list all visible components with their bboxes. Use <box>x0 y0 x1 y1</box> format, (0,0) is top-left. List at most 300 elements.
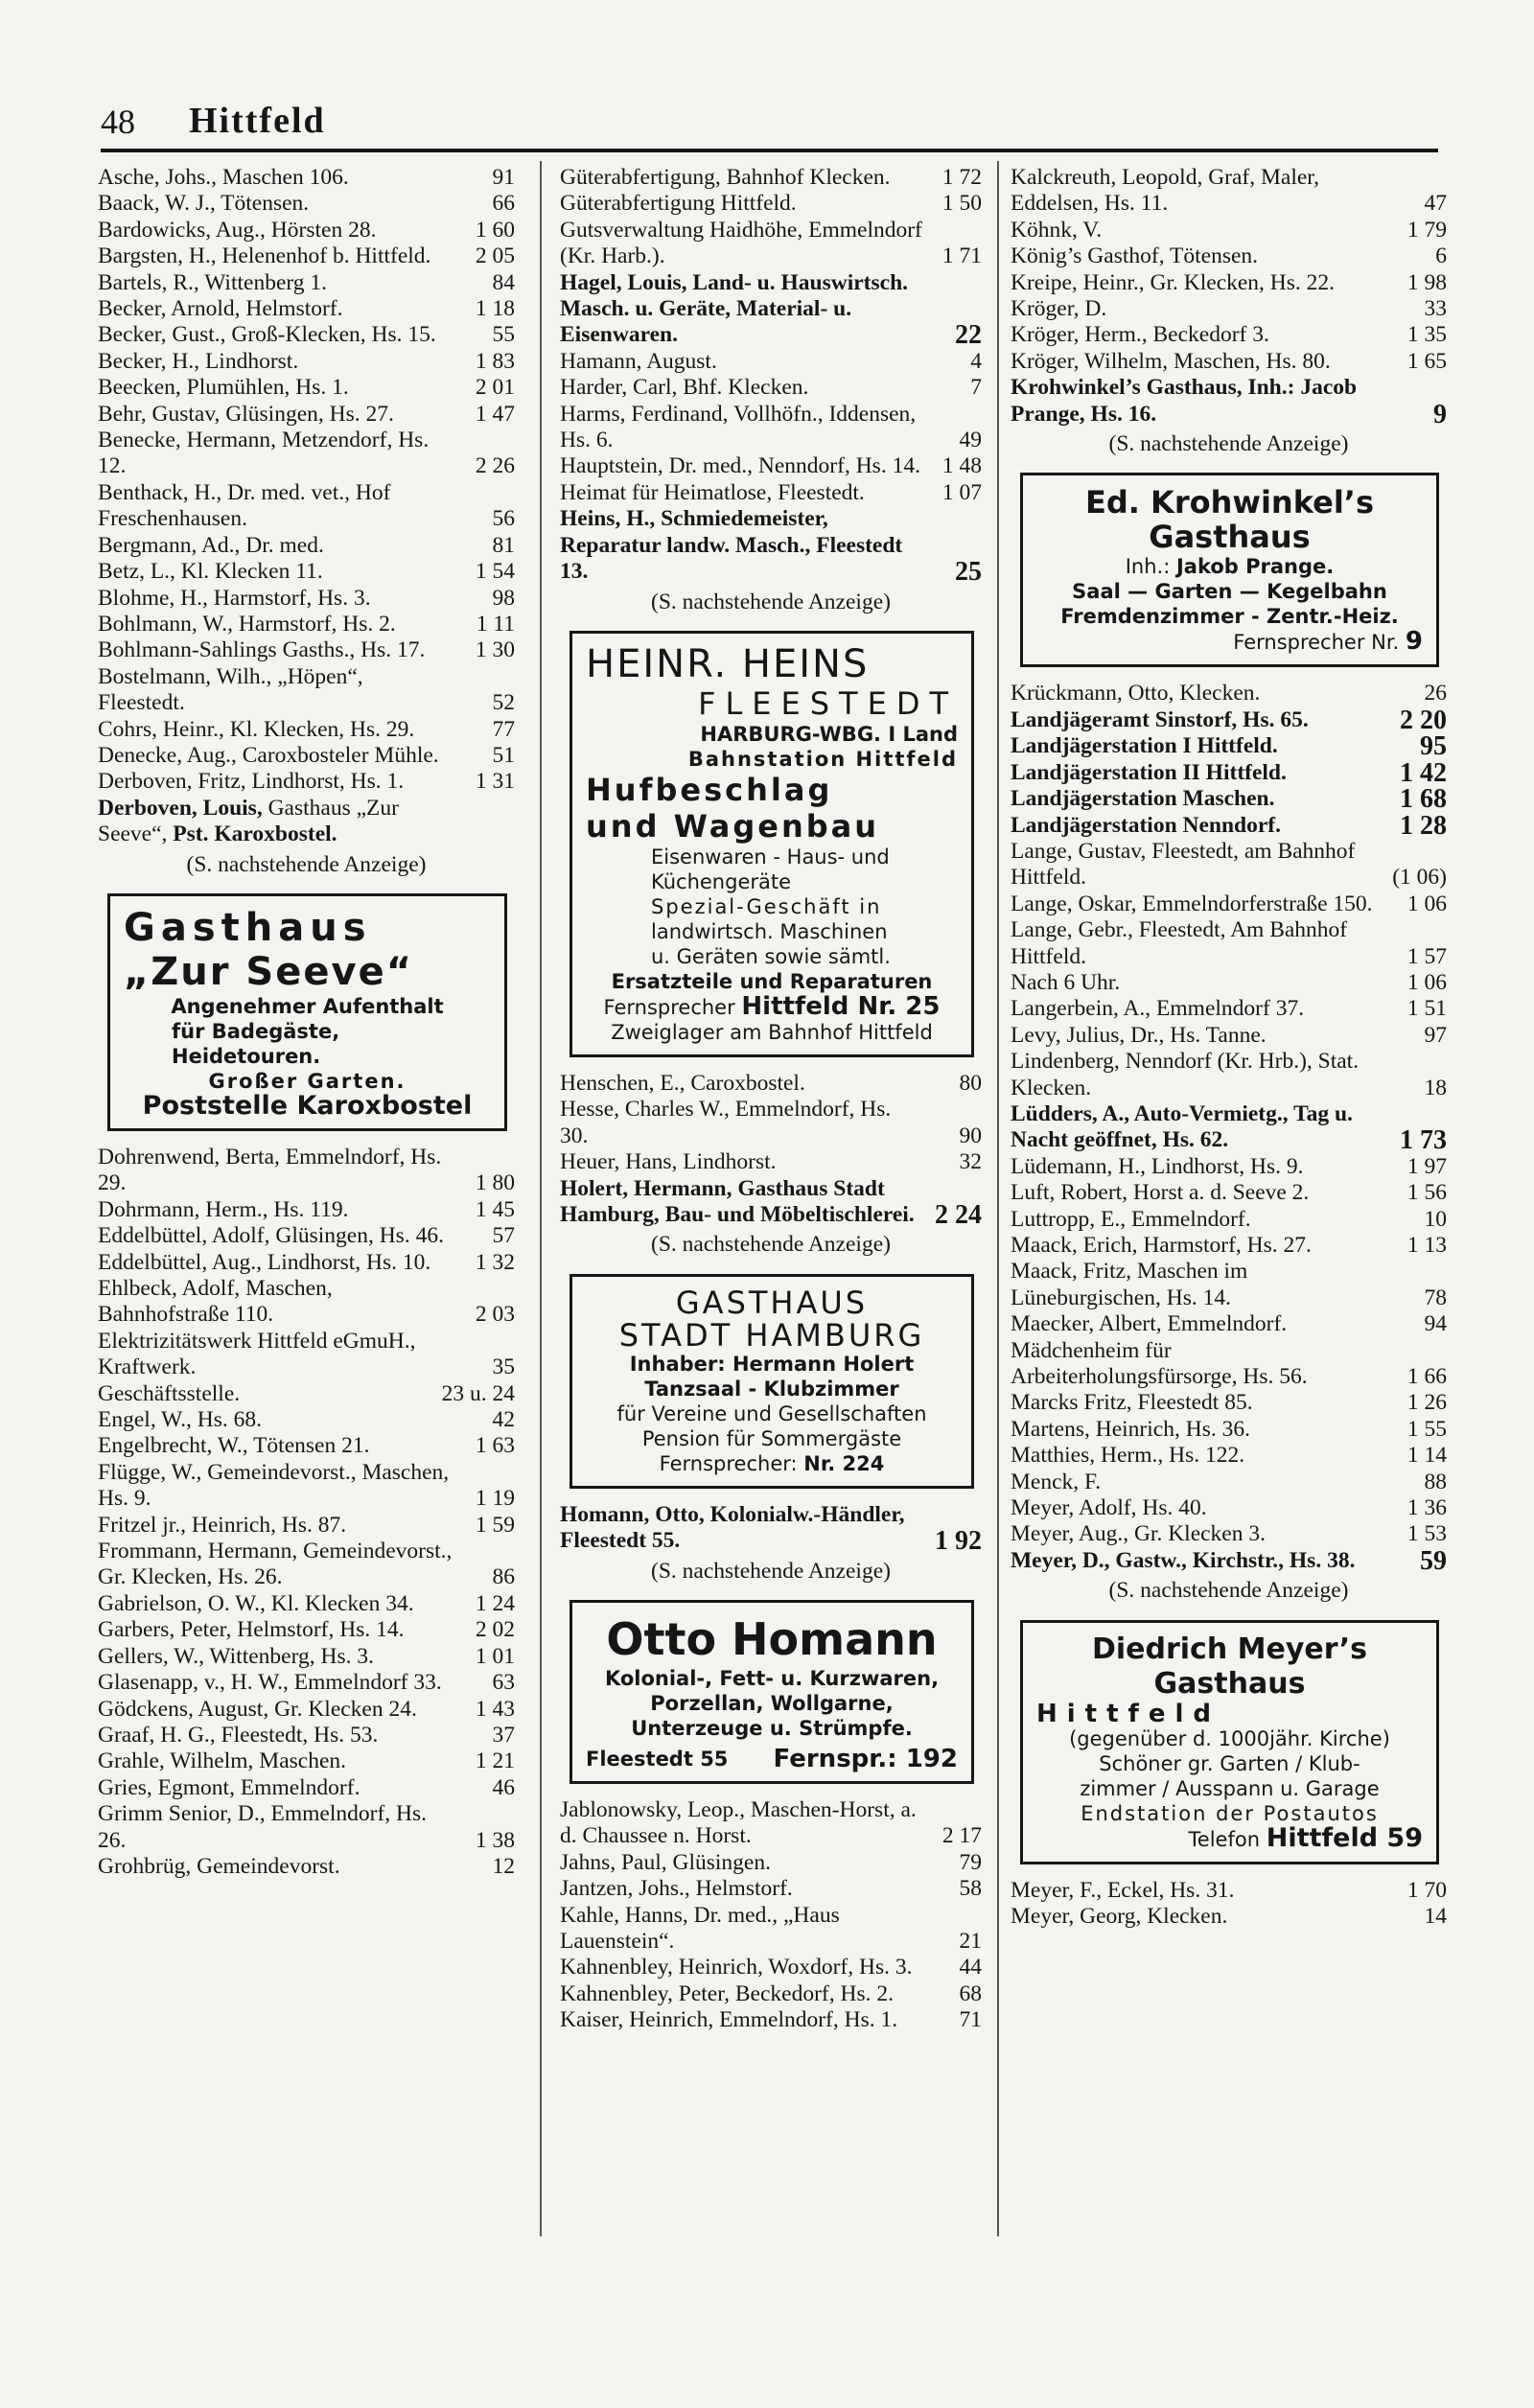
phone-number: 21 <box>959 1929 982 1954</box>
list-item <box>98 1801 515 1854</box>
phone-number: 1 35 <box>1406 322 1447 348</box>
entry-name: Kröger, Wilhelm, Maschen, Hs. 80. <box>1011 348 1331 374</box>
advertisement-meyer: Diedrich Meyer’s Gasthaus Hittfeld (gegenüber d. 1000jähr. Kirche) Schöner gr. Garten / Klub- zimmer / Ausspann u. Garage Endstation der Postautos Telefon Hittfeld 59 <box>1020 1620 1439 1864</box>
page-title: Hittfeld <box>189 101 326 141</box>
entry-name: Engel, W., Hs. 68. <box>98 1407 263 1433</box>
entry-name: Becker, Gust., Groß-Klecken, Hs. 15. <box>98 322 436 348</box>
phone-number: 88 <box>1424 1469 1447 1494</box>
phone-number: 59 <box>1420 1545 1447 1576</box>
list-item <box>560 1850 982 1876</box>
phone-number: 7 <box>970 375 982 401</box>
phone-number: 1 71 <box>941 243 982 269</box>
list-item <box>98 1223 515 1249</box>
phone-number: 1 53 <box>1406 1521 1447 1547</box>
list-item <box>98 1775 515 1801</box>
entry-name: Benecke, Hermann, Metzendorf, Hs. 12. <box>98 428 430 479</box>
phone-number: 1 63 <box>475 1433 515 1459</box>
entry-name: Bostelmann, Wilh., „Höpen“, Fleestedt. <box>98 663 363 716</box>
phone-number: 1 70 <box>1406 1877 1447 1903</box>
list-item <box>1011 1338 1447 1391</box>
entry-name: Levy, Julius, Dr., Hs. Tanne. <box>1011 1022 1267 1048</box>
phone-number: 1 36 <box>1406 1495 1447 1521</box>
phone-number: 1 43 <box>475 1696 515 1722</box>
list-item <box>98 322 515 348</box>
phone-number: 1 32 <box>475 1249 515 1275</box>
list-item <box>560 349 982 375</box>
list-item <box>1011 1495 1447 1521</box>
entry-name: Bohlmann, W., Harmstorf, Hs. 2. <box>98 611 396 637</box>
list-item <box>1011 757 1447 788</box>
list-item <box>98 559 515 585</box>
entry-list <box>1011 1878 1447 1931</box>
list-item <box>1011 1878 1447 1904</box>
entry-name: Kröger, Herm., Beckedorf 3. <box>1011 322 1269 348</box>
entry-name: Heuer, Hans, Lindhorst. <box>560 1149 777 1175</box>
phone-number: 1 66 <box>1406 1364 1447 1390</box>
see-ad-note: (S. nachstehende Anzeige) <box>651 1232 891 1258</box>
list-item <box>1011 784 1447 815</box>
phone-number: 1 07 <box>941 479 982 505</box>
phone-number: 63 <box>492 1670 515 1696</box>
list-item <box>1011 1443 1447 1469</box>
phone-number: 1 42 <box>1400 757 1447 788</box>
list-item <box>1011 1470 1447 1495</box>
list-item <box>98 1723 515 1748</box>
phone-number: 1 56 <box>1406 1180 1447 1206</box>
entry-name: Gabrielson, O. W., Kl. Klecken 34. <box>98 1590 414 1616</box>
advertisement-krohwinkel: Ed. Krohwinkel’s Gasthaus Inh.: Jakob Prange. Saal — Garten — Kegelbahn Fremdenzimmer - Zentr.-Heiz. Fernsprecher Nr. 9 <box>1020 473 1439 667</box>
entry-name: Lange, Gustav, Fleestedt, am Bahnhof Hittfeld. <box>1011 838 1356 891</box>
entry-name: Marcks Fritz, Fleestedt 85. <box>1011 1390 1253 1416</box>
phone-number: 1 55 <box>1406 1416 1447 1442</box>
entry-name: Fritzel jr., Heinrich, Hs. 87. <box>98 1512 347 1538</box>
entry-name: Elektrizitätswerk Hittfeld eGmuH., Kraftwerk. <box>98 1328 416 1380</box>
phone-number: 35 <box>492 1354 515 1380</box>
phone-number: 80 <box>959 1070 982 1096</box>
entry-name: Heins, H., Schmiedemeister, Reparatur landw. Masch., Fleestedt 13. <box>560 506 903 585</box>
entry-name: Güterabfertigung, Bahnhof Klecken. <box>560 165 891 190</box>
entry-name: Kalckreuth, Leopold, Graf, Maler, Eddelsen, Hs. 11. <box>1011 165 1320 217</box>
entry-name: Dohrenwend, Berta, Emmelndorf, Hs. 29. <box>98 1144 442 1196</box>
entry-name: Mädchenheim für Arbeiterholungsfürsorge, Hs. 56. <box>1011 1337 1308 1390</box>
phone-number: 2 20 <box>1400 705 1447 735</box>
phone-number: 86 <box>492 1564 515 1590</box>
phone-number: 44 <box>959 1955 982 1980</box>
entry-name: Harms, Ferdinand, Vollhöfn., Iddensen, Hs. 6. <box>560 401 917 453</box>
entry-name: Grahle, Wilhelm, Maschen. <box>98 1748 347 1774</box>
entry-name: Lange, Oskar, Emmelndorferstraße 150. <box>1011 891 1373 916</box>
list-item <box>98 612 515 637</box>
list-item: Derboven, Louis, Gasthaus „Zur Seeve“, Pst. Karoxbostel. <box>98 795 399 847</box>
phone-number: 77 <box>492 716 515 742</box>
phone-number: 1 14 <box>1406 1443 1447 1469</box>
entry-name: Eddelbüttel, Adolf, Glüsingen, Hs. 46. <box>98 1223 444 1249</box>
entry-name: Meyer, F., Eckel, Hs. 31. <box>1011 1877 1235 1903</box>
list-item <box>98 1460 515 1513</box>
entry-name: Ehlbeck, Adolf, Maschen, Bahnhofstraße 110. <box>98 1276 333 1328</box>
entry-list <box>1011 165 1447 428</box>
list-item <box>560 270 982 349</box>
entry-name: Luft, Robert, Horst a. d. Seeve 2. <box>1011 1180 1310 1206</box>
entry-name: Derboven, Fritz, Lindhorst, Hs. 1. <box>98 769 405 795</box>
entry-name: Engelbrecht, W., Tötensen 21. <box>98 1433 370 1459</box>
list-item <box>1011 1023 1447 1049</box>
list-item <box>1011 243 1447 269</box>
entry-name: Blohme, H., Harmstorf, Hs. 3. <box>98 585 371 611</box>
entry-name: Bohlmann-Sahlings Gasths., Hs. 17. <box>98 637 426 663</box>
phone-number: 1 13 <box>1406 1233 1447 1258</box>
list-item <box>98 375 515 401</box>
list-item <box>560 480 982 506</box>
entry-name: Kaiser, Heinrich, Emmelndorf, Hs. 1. <box>560 2007 898 2033</box>
entry-name: Kreipe, Heinr., Gr. Klecken, Hs. 22. <box>1011 269 1336 295</box>
list-item <box>98 243 515 269</box>
list-item <box>98 1513 515 1539</box>
phone-number: 52 <box>492 690 515 716</box>
entry-list <box>98 165 515 796</box>
phone-number: 1 26 <box>1406 1390 1447 1416</box>
entry-name: Matthies, Herm., Hs. 122. <box>1011 1443 1245 1469</box>
entry-name: Heimat für Heimatlose, Fleestedt. <box>560 479 865 505</box>
phone-number: 1 11 <box>476 611 515 637</box>
list-item <box>98 1644 515 1670</box>
list-item <box>560 1149 982 1175</box>
entry-name: Betz, L., Kl. Klecken 11. <box>98 559 323 585</box>
entry-name: Becker, H., Lindhorst. <box>98 348 299 374</box>
entry-name: Bartels, R., Wittenberg 1. <box>98 269 328 295</box>
phone-number: 1 80 <box>475 1170 515 1196</box>
phone-number: 94 <box>1424 1311 1447 1337</box>
list-item <box>1011 1521 1447 1547</box>
list-item <box>560 191 982 217</box>
entry-name: Maack, Erich, Harmstorf, Hs. 27. <box>1011 1233 1312 1258</box>
phone-number: 66 <box>492 191 515 217</box>
entry-name: Harder, Carl, Bhf. Klecken. <box>560 375 809 401</box>
entry-name: Luttropp, E., Emmelndorf. <box>1011 1206 1251 1232</box>
phone-number: 56 <box>492 506 515 532</box>
entry-name: Eddelbüttel, Aug., Lindhorst, Hs. 10. <box>98 1249 431 1275</box>
list-item <box>98 402 515 428</box>
list-item <box>1011 839 1447 891</box>
list-item <box>98 191 515 217</box>
entry-list <box>560 1071 982 1228</box>
phone-number: 1 06 <box>1406 891 1447 916</box>
list-item <box>560 1097 982 1149</box>
entry-name: Hamann, August. <box>560 348 717 374</box>
entry-name: Baack, W. J., Tötensen. <box>98 191 310 217</box>
list-item <box>98 1329 515 1381</box>
advertisement-otto-homann: Otto Homann Kolonial-, Fett- u. Kurzwaren, Porzellan, Wollgarne, Unterzeuge u. Strümpfe. Fleestedt 55 Fernspr.: 192 <box>569 1600 974 1784</box>
entry-name: Henschen, E., Caroxbostel. <box>560 1070 805 1096</box>
phone-number: 10 <box>1424 1206 1447 1232</box>
entry-name: Hesse, Charles W., Emmelndorf, Hs. 30. <box>560 1097 892 1148</box>
phone-number: 1 73 <box>1400 1125 1447 1156</box>
entry-name: König’s Gasthof, Tötensen. <box>1011 243 1259 269</box>
entry-name: Lange, Gebr., Fleestedt, Am Bahnhof Hittfeld. <box>1011 917 1348 969</box>
entry-name: Güterabfertigung Hittfeld. <box>560 191 797 217</box>
phone-number: 58 <box>959 1876 982 1902</box>
entry-name: Flügge, W., Gemeindevorst., Maschen, Hs. 9. <box>98 1459 450 1512</box>
entry-name: Meyer, Adolf, Hs. 40. <box>1011 1495 1207 1521</box>
list-item <box>560 375 982 401</box>
phone-number: 22 <box>955 320 982 351</box>
phone-number: 78 <box>1424 1285 1447 1310</box>
entry-name: Jablonowsky, Leop., Maschen-Horst, a. d. Chaussee n. Horst. <box>560 1796 917 1849</box>
list-item <box>1011 270 1447 296</box>
list-item <box>1011 1049 1447 1101</box>
entry-name: Benthack, H., Dr. med. vet., Hof Freschenhausen. <box>98 479 391 532</box>
phone-number: 95 <box>1420 731 1447 762</box>
list-item <box>1011 165 1447 218</box>
entry-name: Kahnenbley, Heinrich, Woxdorf, Hs. 3. <box>560 1955 913 1980</box>
phone-number: 2 24 <box>935 1199 982 1230</box>
entry-name: Langerbein, A., Emmelndorf 37. <box>1011 996 1305 1022</box>
entry-name: Gries, Egmont, Emmelndorf. <box>98 1774 360 1800</box>
phone-number: 1 98 <box>1406 269 1447 295</box>
phone-number: 1 47 <box>475 401 515 427</box>
list-item <box>560 2007 982 2033</box>
list-item <box>1011 1904 1447 1930</box>
column-divider <box>997 161 999 2236</box>
phone-number: 1 01 <box>475 1643 515 1669</box>
list-item <box>560 1955 982 1980</box>
phone-number: 1 38 <box>475 1827 515 1853</box>
entry-name: Nach 6 Uhr. <box>1011 969 1121 995</box>
list-item <box>1011 1545 1447 1576</box>
phone-number: 1 18 <box>475 296 515 322</box>
phone-number: 1 57 <box>1406 943 1447 969</box>
list-item <box>1011 1154 1447 1180</box>
phone-number: 1 54 <box>475 559 515 585</box>
phone-number: 1 21 <box>475 1748 515 1774</box>
entry-name: Bergmann, Ad., Dr. med. <box>98 532 324 558</box>
list-item <box>560 1876 982 1902</box>
page-header <box>101 100 1438 148</box>
list-item <box>1011 970 1447 996</box>
phone-number: 84 <box>492 269 515 295</box>
list-item <box>1011 1101 1447 1154</box>
list-item <box>98 1617 515 1643</box>
list-item <box>98 743 515 769</box>
list-item <box>1011 1180 1447 1206</box>
entry-name: Gutsverwaltung Haidhöhe, Emmelndorf (Kr. Harb.). <box>560 217 922 269</box>
list-item <box>1011 296 1447 322</box>
entry-name: Cohrs, Heinr., Kl. Klecken, Hs. 29. <box>98 716 415 742</box>
phone-number: 1 79 <box>1406 217 1447 243</box>
entry-name: Lüdemann, H., Lindhorst, Hs. 9. <box>1011 1153 1304 1179</box>
entry-name: Kahle, Hanns, Dr. med., „Haus Lauenstein“. <box>560 1902 840 1954</box>
entry-name: Becker, Arnold, Helmstorf. <box>98 296 343 322</box>
phone-number: 1 65 <box>1406 348 1447 374</box>
entry-name: Hauptstein, Dr. med., Nenndorf, Hs. 14. <box>560 453 920 479</box>
list-item <box>560 1981 982 2007</box>
entry-name: Graaf, H. G., Fleestedt, Hs. 53. <box>98 1722 379 1748</box>
list-item <box>98 218 515 243</box>
entry-name: Martens, Heinrich, Hs. 36. <box>1011 1416 1250 1442</box>
entry-name: Krückmann, Otto, Klecken. <box>1011 681 1261 706</box>
phone-number: 23 u. 24 <box>441 1380 515 1406</box>
list-item <box>1011 891 1447 917</box>
list-item <box>560 1903 982 1956</box>
entry-list <box>560 165 982 586</box>
phone-number: 18 <box>1424 1075 1447 1100</box>
phone-number: 26 <box>1424 681 1447 706</box>
header-rule <box>101 149 1438 152</box>
phone-number: 25 <box>955 557 982 588</box>
entry-name: Köhnk, V. <box>1011 217 1103 243</box>
phone-number: 33 <box>1424 296 1447 322</box>
entry-name: Behr, Gustav, Glüsingen, Hs. 27. <box>98 401 394 427</box>
list-item <box>1011 917 1447 970</box>
phone-number: 68 <box>959 1980 982 2006</box>
list-item <box>98 586 515 612</box>
phone-number: 9 <box>1433 399 1447 429</box>
list-item <box>1011 322 1447 348</box>
phone-number: 97 <box>1424 1022 1447 1048</box>
list-item <box>560 506 982 588</box>
phone-number: 1 06 <box>1406 969 1447 995</box>
entry-name: Gödckens, August, Gr. Klecken 24. <box>98 1696 417 1722</box>
entry-name: Denecke, Aug., Caroxbosteler Mühle. <box>98 742 439 768</box>
phone-number: 1 51 <box>1406 996 1447 1022</box>
phone-number: 1 45 <box>475 1196 515 1222</box>
phone-number: 1 59 <box>475 1512 515 1538</box>
list-item <box>98 270 515 296</box>
phone-number: 1 83 <box>475 348 515 374</box>
phone-number: 1 50 <box>941 191 982 217</box>
entry-name: Menck, F. <box>1011 1469 1102 1494</box>
phone-number: (1 06) <box>1392 865 1447 891</box>
phone-number: 12 <box>492 1853 515 1879</box>
list-item <box>560 402 982 454</box>
entry-name: Meyer, Aug., Gr. Klecken 3. <box>1011 1521 1266 1547</box>
list-item <box>98 717 515 743</box>
entry-name: Bargsten, H., Helenenhof b. Hittfeld. <box>98 243 431 269</box>
list-item <box>98 1276 515 1329</box>
entry-name: Hagel, Louis, Land- u. Hauswirtsch. Masch. u. Geräte, Material- u. Eisenwaren. <box>560 269 909 348</box>
entry-name: Bardowicks, Aug., Hörsten 28. <box>98 217 377 243</box>
entry-name: Meyer, D., Gastw., Kirchstr., Hs. 38. <box>1011 1547 1356 1573</box>
list-item <box>98 1250 515 1276</box>
list-item <box>1011 1233 1447 1259</box>
list-item <box>1011 375 1447 428</box>
list-item <box>98 533 515 559</box>
list-item <box>98 349 515 375</box>
list-item <box>560 453 982 479</box>
entry-name: Geschäftsstelle. <box>98 1380 241 1406</box>
phone-number: 81 <box>492 532 515 558</box>
column-2 <box>560 165 982 2034</box>
list-item: Homann, Otto, Kolonialw.-Händler, Fleestedt 55. 1 92 <box>560 1501 982 1557</box>
list-item <box>98 1381 515 1407</box>
phone-number: 57 <box>492 1223 515 1249</box>
column-1 <box>98 165 515 1880</box>
advertisement-heins: HEINR. HEINS FLEESTEDT HARBURG-WBG. I Land Bahnstation Hittfeld Hufbeschlag und Wagenbau Eisenwaren - Haus- und Küchengeräte Spezial-Geschäft in landwirtsch. Maschinen u. Geräten sowie sämtl. Ersatzteile und Reparaturen Fernsprecher Hittfeld Nr. 25 Zweiglager am Bahnhof Hittfeld <box>569 631 974 1057</box>
phone-number: 42 <box>492 1407 515 1433</box>
entry-name: Jahns, Paul, Glüsingen. <box>560 1849 771 1875</box>
entry-name: Gellers, W., Wittenberg, Hs. 3. <box>98 1643 374 1669</box>
phone-number: 2 05 <box>475 243 515 269</box>
list-item <box>1011 1311 1447 1337</box>
phone-number: 1 48 <box>941 453 982 479</box>
list-item <box>1011 1390 1447 1416</box>
entry-name: Asche, Johs., Maschen 106. <box>98 165 349 190</box>
entry-name: Grohbrüg, Gemeindevorst. <box>98 1853 340 1879</box>
entry-name: Garbers, Peter, Helmstorf, Hs. 14. <box>98 1617 405 1643</box>
entry-name: Holert, Hermann, Gasthaus Stadt Hamburg, Bau- und Möbeltischlerei. <box>560 1175 915 1227</box>
entry-name: Landjägerstation I Hittfeld. <box>1011 733 1278 759</box>
see-ad-note: (S. nachstehende Anzeige) <box>651 589 891 614</box>
phone-number: 71 <box>959 2007 982 2033</box>
phone-number: 4 <box>970 348 982 374</box>
entry-list <box>1011 681 1447 1574</box>
phone-number: 6 <box>1435 243 1447 269</box>
list-item <box>560 165 982 191</box>
list-item <box>1011 810 1447 841</box>
phone-number: 2 26 <box>475 453 515 479</box>
advertisement-zur-seeve: Gasthaus „Zur Seeve“ Angenehmer Aufenthalt für Badegäste, Heidetouren. Großer Garten. Poststelle Karoxbostel <box>107 893 507 1131</box>
phone-number: 14 <box>1424 1904 1447 1930</box>
phone-number: 2 03 <box>475 1302 515 1328</box>
phone-number: 46 <box>492 1774 515 1800</box>
list-item <box>98 664 515 717</box>
list-item <box>98 428 515 480</box>
phone-number: 1 60 <box>475 217 515 243</box>
phone-number: 90 <box>959 1123 982 1148</box>
list-item <box>98 1697 515 1723</box>
phone-number: 51 <box>492 742 515 768</box>
phone-number: 1 72 <box>941 165 982 190</box>
phone-number: 79 <box>959 1849 982 1875</box>
phone-number: 1 97 <box>1406 1153 1447 1179</box>
list-item <box>98 296 515 322</box>
list-item <box>1011 1417 1447 1443</box>
entry-list <box>560 1797 982 2034</box>
phone-number: 47 <box>1424 191 1447 217</box>
entry-list <box>98 1145 515 1880</box>
entry-name: Beecken, Plumühlen, Hs. 1. <box>98 375 349 401</box>
entry-name: Kröger, D. <box>1011 296 1107 322</box>
column-3 <box>1011 165 1447 1931</box>
entry-name: Maecker, Albert, Emmelndorf. <box>1011 1311 1288 1337</box>
list-item <box>1011 681 1447 706</box>
list-item <box>1011 1259 1447 1311</box>
entry-name: Frommann, Hermann, Gemeindevorst., Gr. Klecken, Hs. 26. <box>98 1539 453 1590</box>
list-item <box>98 1748 515 1774</box>
phone-number: 2 02 <box>475 1617 515 1643</box>
list-item <box>1011 996 1447 1022</box>
see-ad-note: (S. nachstehende Anzeige) <box>186 851 427 877</box>
list-item <box>98 1539 515 1591</box>
entry-name: Lindenberg, Nenndorf (Kr. Hrb.), Stat. Klecken. <box>1011 1049 1360 1100</box>
phone-number: 55 <box>492 322 515 348</box>
phone-number: 1 28 <box>1400 810 1447 841</box>
list-item <box>560 218 982 270</box>
entry-name: Maack, Fritz, Maschen im Lüneburgischen, Hs. 14. <box>1011 1259 1248 1310</box>
entry-name: Glasenapp, v., H. W., Emmelndorf 33. <box>98 1670 442 1696</box>
phone-number: 1 31 <box>475 769 515 795</box>
list-item <box>98 1145 515 1197</box>
list-item <box>560 1071 982 1097</box>
list-item <box>1011 349 1447 375</box>
entry-name: Meyer, Georg, Klecken. <box>1011 1904 1228 1930</box>
list-item <box>98 637 515 663</box>
list-item <box>98 1854 515 1880</box>
list-item <box>98 480 515 533</box>
phone-number: 1 24 <box>475 1590 515 1616</box>
phone-number: 91 <box>492 165 515 190</box>
list-item <box>1011 218 1447 243</box>
